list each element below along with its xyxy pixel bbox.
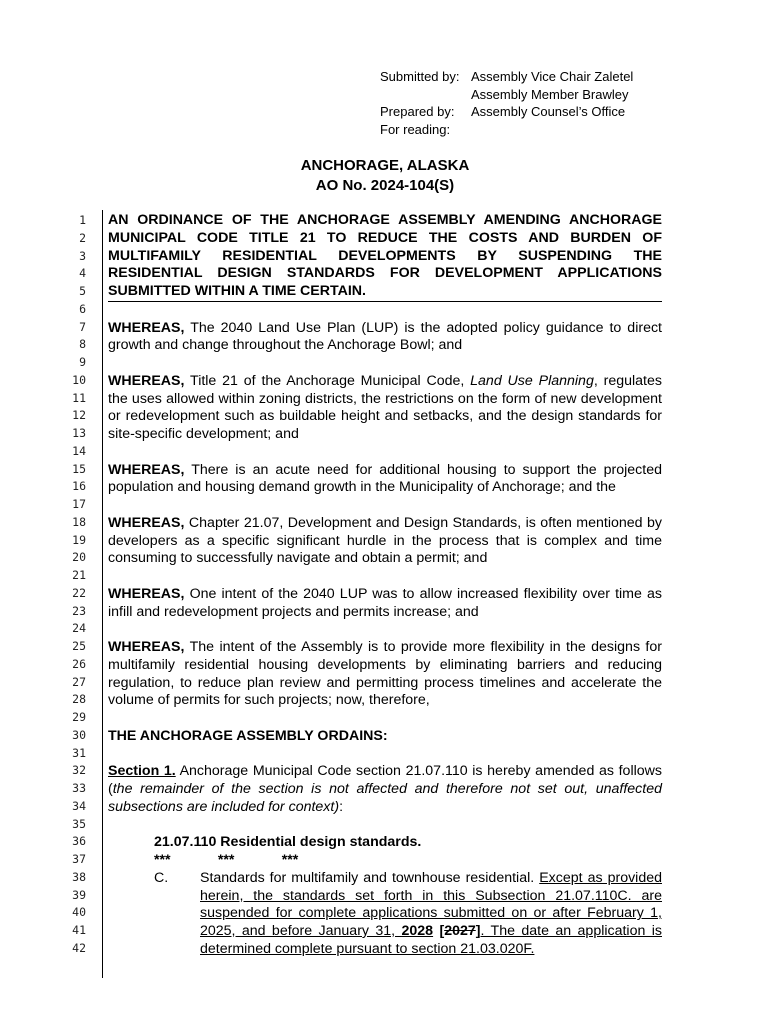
whereas-text: One intent of the 2040 LUP was to allow increased flexibility over time as infill and redevelopment projects and permits increase; and bbox=[108, 585, 662, 620]
section-text: Anchorage Municipal Code section 21.07.110 is hereby amended as follows ( bbox=[108, 763, 662, 797]
line-number: 2 bbox=[79, 230, 86, 245]
prepared-by-value: Assembly Counsel’s Office bbox=[471, 104, 626, 120]
line-number: 24 bbox=[72, 621, 86, 636]
submitted-by-value-1: Assembly Vice Chair Zaletel bbox=[471, 69, 634, 84]
margin-rule bbox=[102, 210, 103, 978]
line-number: 32 bbox=[72, 763, 86, 778]
line-number: 13 bbox=[72, 426, 86, 440]
line-number: 41 bbox=[72, 923, 86, 937]
inserted-text: . The date an application is determined complete pursuant to section 21.03.020F. bbox=[200, 923, 662, 957]
line-number: 25 bbox=[72, 639, 86, 653]
whereas-label: WHEREAS, bbox=[108, 639, 185, 655]
line-number: 14 bbox=[72, 443, 86, 458]
line-number: 10 bbox=[72, 372, 86, 387]
line-number: 23 bbox=[72, 603, 86, 618]
whereas-clause-4 bbox=[108, 515, 662, 568]
line-number: 36 bbox=[72, 834, 86, 849]
line-number: 42 bbox=[72, 940, 86, 955]
whereas-label: WHEREAS, bbox=[108, 514, 185, 531]
line-number: 12 bbox=[72, 408, 86, 423]
whereas-text: The intent of the Assembly is to provide more flexibility in the designs for multifamily residential housing developments by eliminating barriers and reducing regulation, to reduce plan review and permitting process timelines and accelerate the volume of permits for such projects; now, therefore, bbox=[108, 639, 662, 709]
line-number: 37 bbox=[72, 852, 86, 866]
line-number: 3 bbox=[79, 248, 86, 263]
subsection-plain-text: Standards for multifamily and townhouse residential. bbox=[200, 869, 540, 886]
whereas-clause-1 bbox=[108, 320, 662, 356]
line-number: 18 bbox=[72, 514, 86, 529]
line-number-gutter bbox=[40, 212, 86, 958]
ordains-statement bbox=[108, 728, 662, 746]
line-number: 19 bbox=[72, 532, 86, 547]
line-number: 29 bbox=[72, 710, 86, 724]
ordinance-number: AO No. 2024-104(S) bbox=[315, 177, 455, 194]
subsection-text bbox=[200, 870, 662, 959]
whereas-label: WHEREAS, bbox=[108, 372, 185, 389]
inserted-year: 2028 bbox=[401, 923, 434, 939]
line-number: 35 bbox=[72, 816, 86, 831]
line-number: 34 bbox=[72, 798, 86, 813]
submitted-by-label: Submitted by: bbox=[380, 69, 460, 84]
whereas-text: Title 21 of the Anchorage Municipal Code, bbox=[184, 372, 471, 389]
whereas-italic-text: Land Use Planning bbox=[470, 372, 594, 389]
document-place-heading: ANCHORAGE, ALASKA bbox=[300, 157, 470, 174]
line-number: 7 bbox=[79, 319, 86, 334]
line-number: 31 bbox=[72, 745, 86, 760]
deleted-year: 2027 bbox=[444, 923, 476, 939]
whereas-text: Chapter 21.07, Development and Design Standards, is often mentioned by developers as a specific significant hurdle in the process that is complex and time consuming to successfully navigate and obtain a permit; and bbox=[108, 514, 662, 567]
line-number: 22 bbox=[72, 585, 86, 600]
line-number: 33 bbox=[72, 781, 86, 795]
section-italic-text: the remainder of the section is not affected and therefore not set out, unaffected subsections are included for context) bbox=[108, 781, 662, 815]
line-number: 30 bbox=[72, 727, 86, 742]
ordinance-title: AN ORDINANCE OF THE ANCHORAGE ASSEMBLY AMENDING ANCHORAGE MUNICIPAL CODE TITLE 21 TO REDUCE THE COSTS AND BURDEN OF MULTIFAMILY RESIDENTIAL DEVELOPMENTS BY SUSPENDING THE RESIDENTIAL DESIGN STANDARDS FOR DEVELOPMENT APPLICATIONS SUBMITTED WITHIN A TIME CERTAIN. bbox=[108, 212, 662, 302]
section-end: : bbox=[339, 798, 344, 815]
whereas-text: The 2040 Land Use Plan (LUP) is the adopted policy guidance to direct growth and change throughout the Anchorage Bowl; and bbox=[108, 319, 662, 354]
line-number: 1 bbox=[79, 213, 86, 227]
whereas-label: WHEREAS, bbox=[108, 585, 185, 602]
whereas-clause-3 bbox=[108, 462, 662, 498]
line-number: 9 bbox=[79, 355, 86, 369]
line-number: 20 bbox=[72, 550, 86, 565]
line-number: 39 bbox=[72, 887, 86, 902]
line-number: 38 bbox=[72, 869, 86, 884]
inserted-text: Except as provided herein, the standards set forth in this Subsection 21.07.110C. are suspended for complete applications submitted on or after February 1, 2025, and before January 31, bbox=[200, 869, 662, 939]
ordinance-body bbox=[108, 212, 662, 959]
whereas-text: There is an acute need for additional housing to support the projected population and housing demand growth in the Municipality of Anchorage; and the bbox=[108, 461, 662, 496]
line-number: 21 bbox=[72, 568, 86, 582]
whereas-clause-5 bbox=[108, 586, 662, 622]
line-number: 6 bbox=[79, 301, 86, 316]
line-number: 4 bbox=[79, 266, 86, 281]
for-reading-label: For reading: bbox=[380, 121, 451, 137]
ordains-text: THE ANCHORAGE ASSEMBLY ORDAINS: bbox=[108, 727, 388, 744]
line-number: 26 bbox=[72, 656, 86, 671]
bracket-open: [ bbox=[433, 923, 445, 939]
line-number: 11 bbox=[72, 390, 86, 405]
whereas-clause-6 bbox=[108, 639, 662, 710]
line-number: 28 bbox=[72, 692, 86, 707]
line-number: 27 bbox=[72, 674, 86, 689]
line-number: 15 bbox=[72, 461, 86, 476]
line-number: 8 bbox=[79, 337, 86, 352]
whereas-label: WHEREAS, bbox=[108, 319, 185, 336]
section-1 bbox=[108, 763, 662, 816]
code-section-heading bbox=[108, 834, 662, 852]
line-number: 5 bbox=[79, 284, 86, 298]
bracket-close: ] bbox=[475, 923, 481, 939]
whereas-text: , regulates the uses allowed within zoning districts, the restrictions on the form of new development or redevelopment such as buildable height and setbacks, and the design standards for site-specific development; and bbox=[108, 372, 662, 442]
subsection-c bbox=[108, 870, 662, 959]
line-number: 17 bbox=[72, 497, 86, 511]
omission-stars: *** *** *** bbox=[154, 852, 299, 868]
submitted-by-value-2: Assembly Member Brawley bbox=[471, 86, 629, 102]
whereas-label: WHEREAS, bbox=[108, 461, 185, 478]
subsection-label: C. bbox=[154, 869, 169, 886]
section-label: Section 1. bbox=[108, 763, 176, 780]
line-number: 16 bbox=[72, 479, 86, 494]
line-number: 40 bbox=[72, 905, 86, 920]
whereas-clause-2 bbox=[108, 373, 662, 444]
prepared-by-label: Prepared by: bbox=[380, 104, 455, 120]
code-heading-text: 21.07.110 Residential design standards. bbox=[154, 834, 422, 851]
